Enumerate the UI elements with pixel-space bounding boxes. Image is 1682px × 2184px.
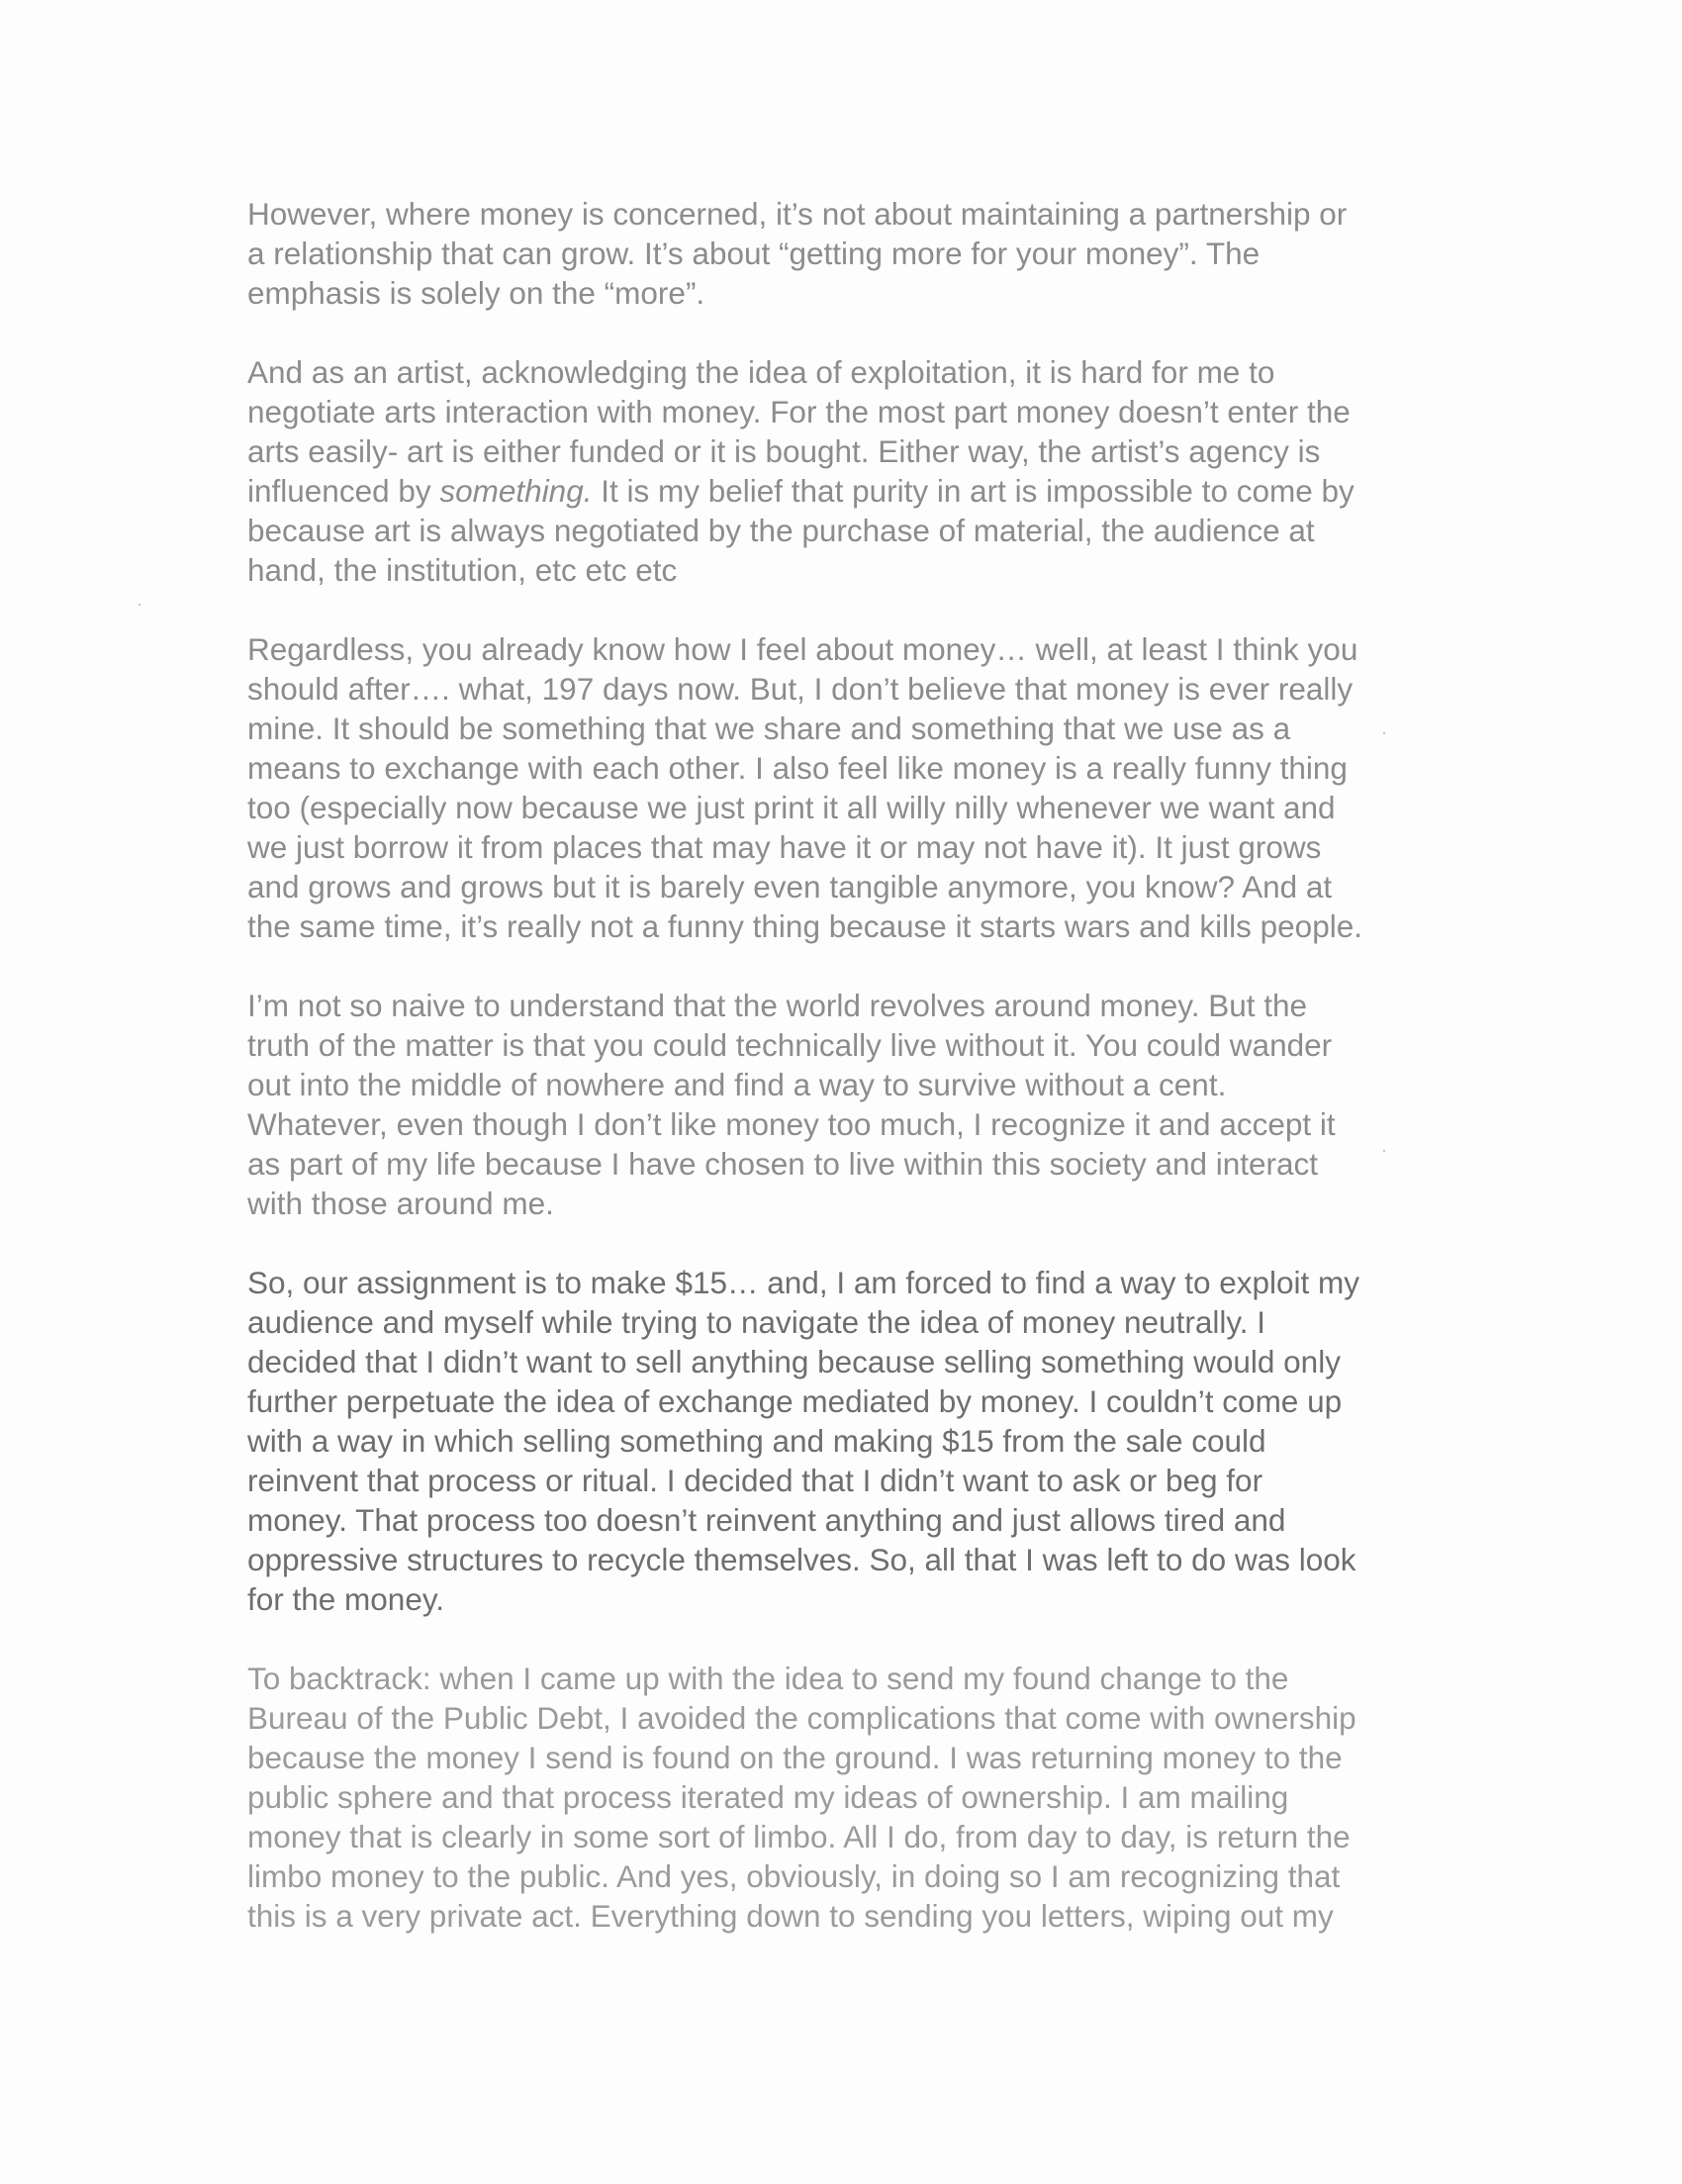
text-line: we just borrow it from places that may have it or may not have it). It just grows: [247, 829, 1322, 865]
paragraph-6: [247, 1659, 1435, 1936]
text-run: It is my belief that purity in art is impossible to come by: [592, 473, 1355, 509]
text-line: Regardless, you already know how I feel about money… well, at least I think you: [247, 631, 1358, 667]
text-line: oppressive structures to recycle themselves. So, all that I was left to do was look: [247, 1542, 1356, 1577]
text-line: To backtrack: when I came up with the idea to send my found change to the: [247, 1661, 1289, 1696]
scan-speck: [139, 604, 140, 606]
text-line: reinvent that process or ritual. I decided that I didn’t want to ask or beg for: [247, 1463, 1263, 1498]
text-line: because art is always negotiated by the purchase of material, the audience at: [247, 513, 1315, 548]
paragraph-1: [247, 194, 1435, 313]
text-line: Bureau of the Public Debt, I avoided the complications that come with ownership: [247, 1700, 1356, 1736]
text-line: public sphere and that process iterated my ideas of ownership. I am mailing: [247, 1779, 1289, 1815]
text-line: further perpetuate the idea of exchange mediated by money. I couldn’t come up: [247, 1383, 1343, 1419]
text-line: arts easily- art is either funded or it is bought. Either way, the artist’s agency is: [247, 433, 1321, 469]
text-line: I’m not so naive to understand that the world revolves around money. But the: [247, 988, 1308, 1023]
document-body: [247, 194, 1435, 1975]
paragraph-2: [247, 352, 1435, 590]
text-line: negotiate arts interaction with money. For the most part money doesn’t enter the: [247, 394, 1351, 429]
text-line: with a way in which selling something and making $15 from the sale could: [247, 1423, 1266, 1459]
text-line: limbo money to the public. And yes, obviously, in doing so I am recognizing that: [247, 1858, 1341, 1894]
text-line: However, where money is concerned, it’s not about maintaining a partnership or: [247, 196, 1348, 232]
text-line: too (especially now because we just print it all willy nilly whenever we want and: [247, 790, 1336, 825]
text-line: Whatever, even though I don’t like money too much, I recognize it and accept it: [247, 1106, 1336, 1142]
text-line: for the money.: [247, 1581, 445, 1617]
text-run: influenced by: [247, 473, 440, 509]
text-line: So, our assignment is to make $15… and, I am forced to find a way to exploit my: [247, 1265, 1360, 1300]
text-line: this is a very private act. Everything down to sending you letters, wiping out my: [247, 1898, 1334, 1934]
text-line: the same time, it’s really not a funny thing because it starts wars and kills people.: [247, 908, 1362, 944]
emphasized-word: something.: [439, 473, 593, 509]
text-line: money that is clearly in some sort of limbo. All I do, from day to day, is return the: [247, 1819, 1351, 1854]
paragraph-4: [247, 986, 1435, 1223]
text-line: means to exchange with each other. I also feel like money is a really funny thing: [247, 750, 1348, 786]
text-line: audience and myself while trying to navigate the idea of money neutrally. I: [247, 1304, 1266, 1340]
text-line: truth of the matter is that you could technically live without it. You could wander: [247, 1027, 1333, 1063]
text-line: out into the middle of nowhere and find a way to survive without a cent.: [247, 1067, 1227, 1102]
paragraph-5: [247, 1263, 1435, 1619]
paragraph-3: [247, 629, 1435, 946]
text-line: with those around me.: [247, 1186, 554, 1221]
text-line: decided that I didn’t want to sell anything because selling something would only: [247, 1344, 1341, 1379]
text-line: a relationship that can grow. It’s about “getting more for your money”. The: [247, 236, 1261, 271]
text-line: as part of my life because I have chosen to live within this society and interact: [247, 1146, 1319, 1182]
text-line: mine. It should be something that we share and something that we use as a: [247, 711, 1291, 746]
text-line: And as an artist, acknowledging the idea of exploitation, it is hard for me to: [247, 354, 1275, 390]
text-line: and grows and grows but it is barely even tangible anymore, you know? And at: [247, 869, 1333, 904]
text-line: [247, 471, 1435, 511]
text-line: emphasis is solely on the “more”.: [247, 275, 705, 311]
text-line: because the money I send is found on the ground. I was returning money to the: [247, 1740, 1343, 1775]
text-line: should after…. what, 197 days now. But, I don’t believe that money is ever really: [247, 671, 1354, 707]
text-line: hand, the institution, etc etc etc: [247, 552, 678, 588]
text-line: money. That process too doesn’t reinvent anything and just allows tired and: [247, 1502, 1286, 1538]
